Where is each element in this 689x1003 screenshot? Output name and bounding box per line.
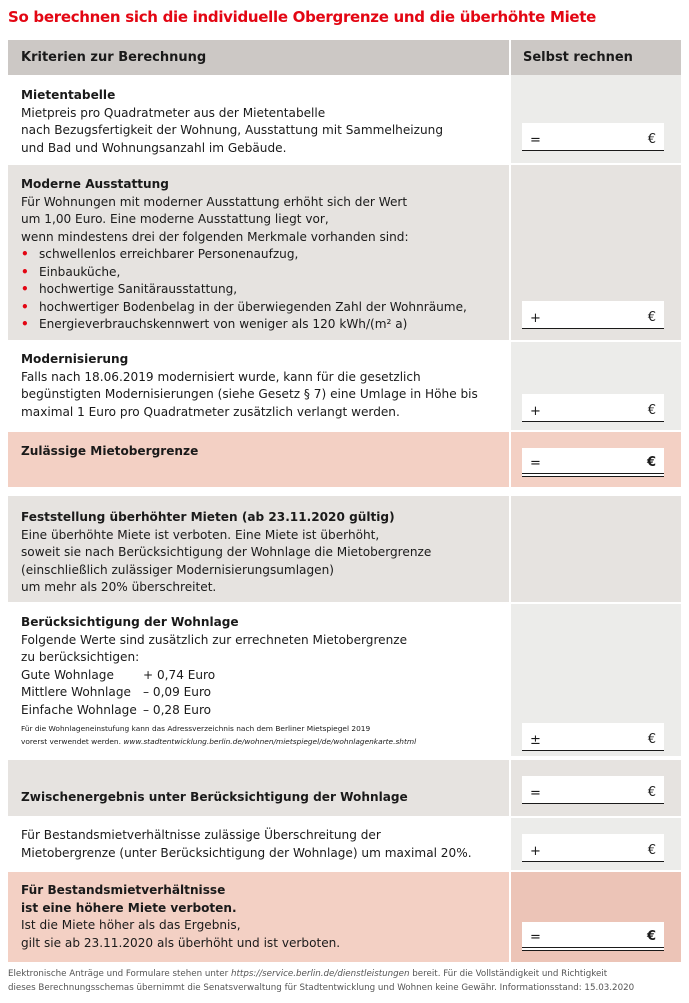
text-line: Falls nach 18.06.2019 modernisiert wurde, kann für die gesetzlich (21, 369, 421, 384)
operator-plusminus: ± (530, 733, 541, 748)
wohnlage-note-line2 (21, 735, 416, 748)
row-heading: Mietentabelle (21, 88, 116, 102)
row-wohnlage (8, 604, 681, 756)
text-line: um mehr als 20% überschreitet. (21, 580, 217, 594)
footer-text: bereit. Für die Vollständigkeit und Richtigkeit (412, 969, 608, 979)
operator-equals: = (530, 930, 541, 945)
input-wohnlage[interactable] (522, 723, 664, 751)
input-bestand[interactable] (522, 834, 664, 862)
euro-sign: € (646, 929, 656, 944)
input-zwischenergebnis[interactable] (522, 776, 664, 804)
input-ausstattung[interactable] (522, 301, 664, 329)
text-line: nach Bezugsfertigkeit der Wohnung, Ausstattung mit Sammelheizung (21, 123, 443, 137)
text-line: Mietobergrenze (unter Berücksichtigung der Wohnlage) um maximal 20%. (21, 845, 472, 860)
euro-sign: € (647, 310, 656, 325)
operator-equals: = (530, 786, 541, 801)
bullet-item: • hochwertige Sanitärausstattung, (21, 281, 467, 299)
wohnlage-value-row (21, 702, 416, 720)
row-mietentabelle (8, 75, 681, 163)
text-line: gilt sie ab 23.11.2020 als überhöht und ist verboten. (21, 935, 341, 950)
bullet-item: • schwellenlos erreichbarer Personenaufzug, (21, 246, 467, 264)
header-criteria: Kriterien zur Berechnung (21, 50, 207, 65)
footer-line-2: dieses Berechnungsschemas übernimmt die Senatsverwaltung für Stadtentwicklung und Wohnen keine Gewähr. Informationsstand: 15.03.2020 (8, 983, 635, 993)
page-title: So berechnen sich die individuelle Obergrenze und die überhöhte Miete (8, 8, 597, 26)
wohnlage-value-row (21, 667, 416, 685)
bullet-item: • Einbauküche, (21, 264, 467, 282)
euro-sign: € (646, 455, 656, 470)
text-line: (einschließlich zulässiger Modernisierungsumlagen) (21, 562, 334, 577)
row-ausstattung (8, 165, 681, 340)
text-line: um 1,00 Euro. Eine moderne Ausstattung liegt vor, (21, 212, 329, 226)
wohnlage-link[interactable]: www.stadtentwicklung.berlin.de/wohnen/mietspiegel/de/wohnlagenkarte.shtml (123, 737, 417, 746)
euro-sign: € (647, 132, 656, 147)
text-line: wenn mindestens drei der folgenden Merkmale vorhanden sind: (21, 229, 409, 244)
text-line: zu berücksichtigen: (21, 650, 140, 664)
euro-sign: € (647, 403, 656, 418)
row-heading-2: ist eine höhere Miete verboten. (21, 900, 237, 915)
note-text: vorerst verwendet werden. (21, 737, 121, 746)
row-modernisierung (8, 342, 681, 430)
text-line: Für Wohnungen mit moderner Ausstattung erhöht sich der Wert (21, 194, 408, 209)
wohnlage-value: + 0,74 Euro (143, 667, 216, 682)
wohnlage-value: – 0,28 Euro (143, 702, 212, 717)
wohnlage-note: Für die Wohnlageneinstufung kann das Adressverzeichnis nach dem Berliner Mietspiegel 2019 (21, 724, 371, 733)
footer-line-1 (8, 967, 683, 981)
operator-plus: + (530, 311, 541, 326)
footer (8, 967, 683, 995)
wohnlage-value: – 0,09 Euro (143, 685, 212, 699)
result-obergrenze[interactable] (522, 448, 664, 477)
row-heading: Zwischenergebnis unter Berücksichtigung der Wohnlage (21, 790, 408, 804)
operator-equals: = (530, 456, 541, 471)
row-heading: Moderne Ausstattung (21, 177, 169, 191)
result-hoehere-miete[interactable] (522, 922, 664, 951)
euro-sign: € (647, 843, 656, 858)
text-line: und Bad und Wohnungsanzahl im Gebäude. (21, 140, 287, 155)
row-heading: Für Bestandsmietverhältnisse (21, 883, 226, 897)
row-hoehere-miete (8, 872, 681, 962)
text-line: begünstigten Modernisierungen (siehe Gesetz § 7) eine Umlage in Höhe bis (21, 387, 478, 401)
text-line: maximal 1 Euro pro Quadratmeter zusätzlich verlangt werden. (21, 404, 400, 419)
text-line: Für Bestandsmietverhältnisse zulässige Überschreitung der (21, 828, 381, 842)
row-obergrenze (8, 432, 681, 487)
input-modernisierung[interactable] (522, 394, 664, 422)
text-line: Eine überhöhte Miete ist verboten. Eine Miete ist überhöht, (21, 527, 380, 542)
operator-plus: + (530, 844, 541, 859)
table-header (8, 40, 681, 75)
text-line: Ist die Miete höher als das Ergebnis, (21, 918, 241, 932)
row-heading: Berücksichtigung der Wohnlage (21, 615, 239, 629)
operator-equals: = (530, 133, 541, 148)
footer-link[interactable]: https://service.berlin.de/dienstleistungen (231, 969, 410, 979)
text-line: Folgende Werte sind zusätzlich zur errechneten Mietobergrenze (21, 632, 408, 647)
row-heading: Feststellung überhöhter Mieten (ab 23.11.2020 gültig) (21, 510, 395, 524)
row-heading: Modernisierung (21, 352, 129, 366)
wohnlage-label: Gute Wohnlage (21, 667, 114, 682)
euro-sign: € (647, 785, 656, 800)
input-mietentabelle[interactable] (522, 123, 664, 151)
row-heading: Zulässige Mietobergrenze (21, 444, 199, 458)
bullet-item: • Energieverbrauchskennwert von weniger als 120 kWh/(m² a) (21, 316, 467, 334)
operator-plus: + (530, 404, 541, 419)
bullet-item: • hochwertiger Bodenbelag in der überwiegenden Zahl der Wohnräume, (21, 299, 467, 317)
text-line: Mietpreis pro Quadratmeter aus der Mietentabelle (21, 105, 326, 120)
wohnlage-label: Einfache Wohnlage (21, 702, 137, 717)
row-zwischenergebnis (8, 760, 681, 816)
euro-sign: € (647, 732, 656, 747)
header-self-calc: Selbst rechnen (523, 50, 633, 65)
footer-text: Elektronische Anträge und Formulare stehen unter (8, 969, 229, 979)
wohnlage-label: Mittlere Wohnlage (21, 685, 131, 699)
wohnlage-value-row (21, 684, 416, 702)
text-line: soweit sie nach Berücksichtigung der Wohnlage die Mietobergrenze (21, 545, 432, 559)
row-feststellung (8, 496, 681, 602)
row-bestand (8, 818, 681, 870)
